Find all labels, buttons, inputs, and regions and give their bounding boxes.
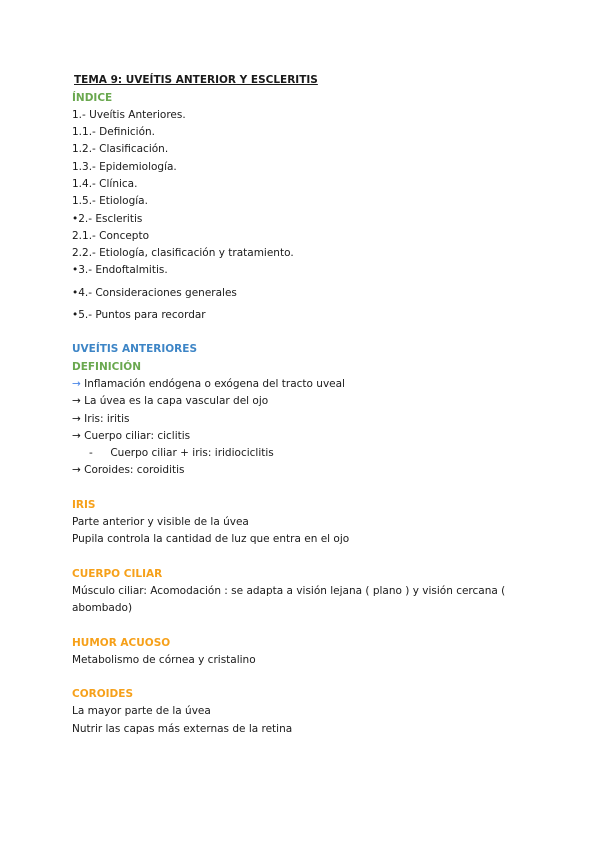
index-item: •2.- Escleritis — [72, 212, 143, 225]
definition-text: Iris: iritis — [84, 412, 130, 425]
definition-line — [72, 462, 542, 479]
definition-text: Cuerpo ciliar: ciclitis — [84, 429, 191, 442]
definition-text: Cuerpo ciliar + iris: iridiociclitis — [110, 447, 274, 460]
index-item: 1.1.- Definición. — [72, 126, 156, 139]
aqueous-heading: HUMOR ACUOSO — [72, 636, 171, 649]
choroid-line: Nutrir las capas más externas de la retina — [72, 722, 293, 735]
index-item: 2.2.- Etiología, clasificación y tratamiento. — [72, 247, 294, 260]
uveitis-heading: UVEÍTIS ANTERIORES — [72, 343, 198, 356]
index-item: •5.- Puntos para recordar — [72, 309, 206, 322]
arrow-icon: → — [72, 412, 81, 425]
definition-line — [72, 411, 542, 428]
arrow-icon: → — [72, 429, 81, 442]
iris-line: Pupila controla la cantidad de luz que entra en el ojo — [72, 533, 350, 546]
document-page — [72, 72, 542, 738]
index-item: 1.2.- Clasificación. — [72, 143, 169, 156]
ciliary-text: Músculo ciliar: Acomodación : se adapta a visión lejana ( plano ) y visión cercana ( abombado) — [72, 584, 506, 615]
arrow-icon: → — [72, 464, 81, 477]
aqueous-text: Metabolismo de córnea y cristalino — [72, 653, 256, 666]
definition-line — [72, 376, 542, 393]
definition-heading: DEFINICIÓN — [72, 360, 141, 373]
definition-subline — [72, 445, 542, 462]
definition-line — [72, 428, 542, 445]
definition-text: La úvea es la capa vascular del ojo — [84, 395, 269, 408]
iris-heading: IRIS — [72, 498, 96, 511]
index-item: 1.4.- Clínica. — [72, 177, 138, 190]
document-title: TEMA 9: UVEÍTIS ANTERIOR Y ESCLERITIS — [74, 74, 318, 86]
index-item: 1.5.- Etiología. — [72, 195, 148, 208]
index-item: •4.- Consideraciones generales — [72, 286, 237, 299]
definition-text: Inflamación endógena o exógena del tracto uveal — [84, 377, 345, 390]
dash-bullet: - — [89, 447, 93, 460]
arrow-icon: → — [72, 377, 81, 390]
choroid-heading: COROIDES — [72, 688, 134, 701]
index-item: 2.1.- Concepto — [72, 229, 150, 242]
definition-text: Coroides: coroiditis — [84, 464, 185, 477]
choroid-line: La mayor parte de la úvea — [72, 705, 211, 718]
iris-line: Parte anterior y visible de la úvea — [72, 516, 249, 529]
definition-line — [72, 393, 542, 410]
ciliary-heading: CUERPO CILIAR — [72, 567, 163, 580]
index-item: 1.3.- Epidemiología. — [72, 160, 177, 173]
index-item: 1.- Uveítis Anteriores. — [72, 108, 186, 121]
index-heading: ÍNDICE — [72, 91, 113, 104]
index-item: •3.- Endoftalmitis. — [72, 264, 168, 277]
arrow-icon: → — [72, 395, 81, 408]
